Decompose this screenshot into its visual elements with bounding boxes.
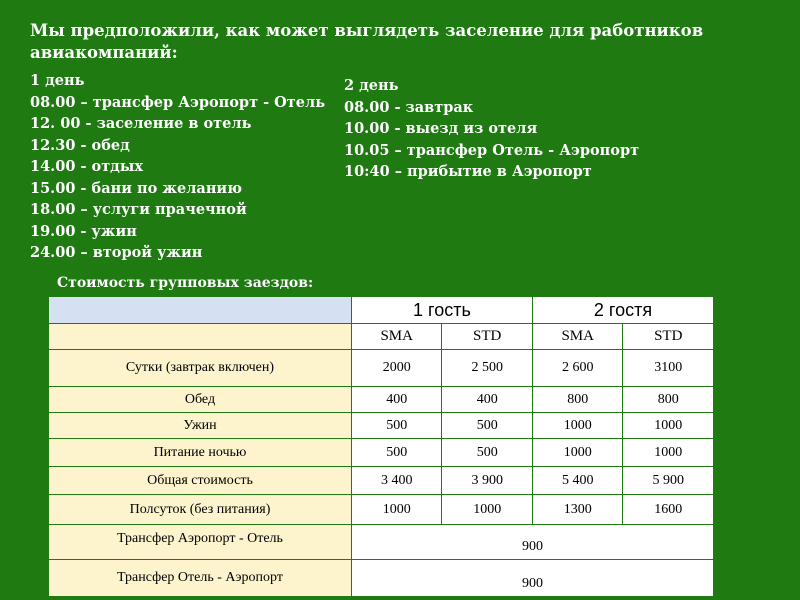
price-cell: 5 900 [623, 467, 714, 495]
row-label: Общая стоимость [49, 467, 352, 495]
day1-schedule [30, 70, 325, 264]
page-title: Мы предположили, как может выглядеть заселение для работников авиакомпаний: [30, 21, 704, 62]
schedule-item: 12.30 - обед [30, 136, 130, 154]
day2-schedule [344, 75, 639, 183]
table-row [49, 387, 714, 413]
price-cell: 400 [442, 387, 532, 413]
price-cell: 3 900 [442, 467, 532, 495]
price-cell: 500 [442, 413, 532, 439]
transfer-price: 900 [351, 560, 713, 597]
price-cell: 1600 [623, 495, 714, 525]
transfer-label: Трансфер Аэропорт - Отель [49, 525, 352, 560]
row-label: Сутки (завтрак включен) [49, 350, 352, 387]
table-subheader-row [49, 324, 714, 350]
price-cell: 1000 [351, 495, 442, 525]
day2-heading: 2 день [344, 77, 399, 94]
price-cell: 2 500 [442, 350, 532, 387]
row-label: Обед [49, 387, 352, 413]
table-row [49, 439, 714, 467]
schedule-item: 15.00 - бани по желанию [30, 179, 243, 197]
table-row [49, 350, 714, 387]
schedule-item: 24.00 – второй ужин [30, 244, 203, 261]
transfer-row [49, 560, 714, 597]
price-cell: 800 [532, 387, 623, 413]
day1-heading: 1 день [30, 72, 85, 89]
cost-table [48, 296, 714, 597]
table-header-row [49, 297, 714, 324]
price-cell: 3100 [623, 350, 714, 387]
price-cell: 2000 [351, 350, 442, 387]
price-cell: 1000 [442, 495, 532, 525]
price-cell: 2 600 [532, 350, 623, 387]
transfer-price: 900 [351, 525, 713, 560]
schedule-item: 08.00 - завтрак [344, 98, 474, 116]
table-row [49, 467, 714, 495]
price-cell: 1000 [532, 439, 623, 467]
price-cell: 1000 [623, 439, 714, 467]
schedule-item: 10:40 – прибытие в Аэропорт [344, 163, 592, 180]
subheader-cell: STD [623, 324, 714, 350]
header-two-guests: 2 гостя [532, 297, 713, 324]
header-one-guest: 1 гость [351, 297, 532, 324]
price-cell: 1000 [532, 413, 623, 439]
price-cell: 500 [351, 413, 442, 439]
row-label: Полсуток (без питания) [49, 495, 352, 525]
price-cell: 500 [351, 439, 442, 467]
subheader-cell: SMA [351, 324, 442, 350]
transfer-row [49, 525, 714, 560]
row-label: Ужин [49, 413, 352, 439]
schedule-item: 12. 00 - заселение в отель [30, 115, 252, 132]
price-cell: 3 400 [351, 467, 442, 495]
price-cell: 1000 [623, 413, 714, 439]
transfer-label: Трансфер Отель - Аэропорт [49, 560, 352, 597]
schedule-item: 18.00 – услуги прачечной [30, 201, 247, 218]
schedule-item: 10.05 – трансфер Отель - Аэропорт [344, 141, 640, 159]
schedule-item: 08.00 – трансфер Аэропорт - Отель [30, 93, 326, 111]
subheader-blank-cell [49, 324, 352, 350]
table-caption: Стоимость групповых заездов: [57, 275, 314, 291]
price-cell: 400 [351, 387, 442, 413]
row-label: Питание ночью [49, 439, 352, 467]
price-cell: 500 [442, 439, 532, 467]
table-row [49, 413, 714, 439]
schedule-item: 10.00 - выезд из отеля [344, 120, 538, 137]
subheader-cell: SMA [532, 324, 623, 350]
price-cell: 800 [623, 387, 714, 413]
price-cell: 5 400 [532, 467, 623, 495]
schedule-item: 19.00 - ужин [30, 222, 137, 240]
table-corner-cell [49, 297, 352, 324]
subheader-cell: STD [442, 324, 532, 350]
price-cell: 1300 [532, 495, 623, 525]
table-row [49, 495, 714, 525]
schedule-item: 14.00 - отдых [30, 158, 144, 175]
